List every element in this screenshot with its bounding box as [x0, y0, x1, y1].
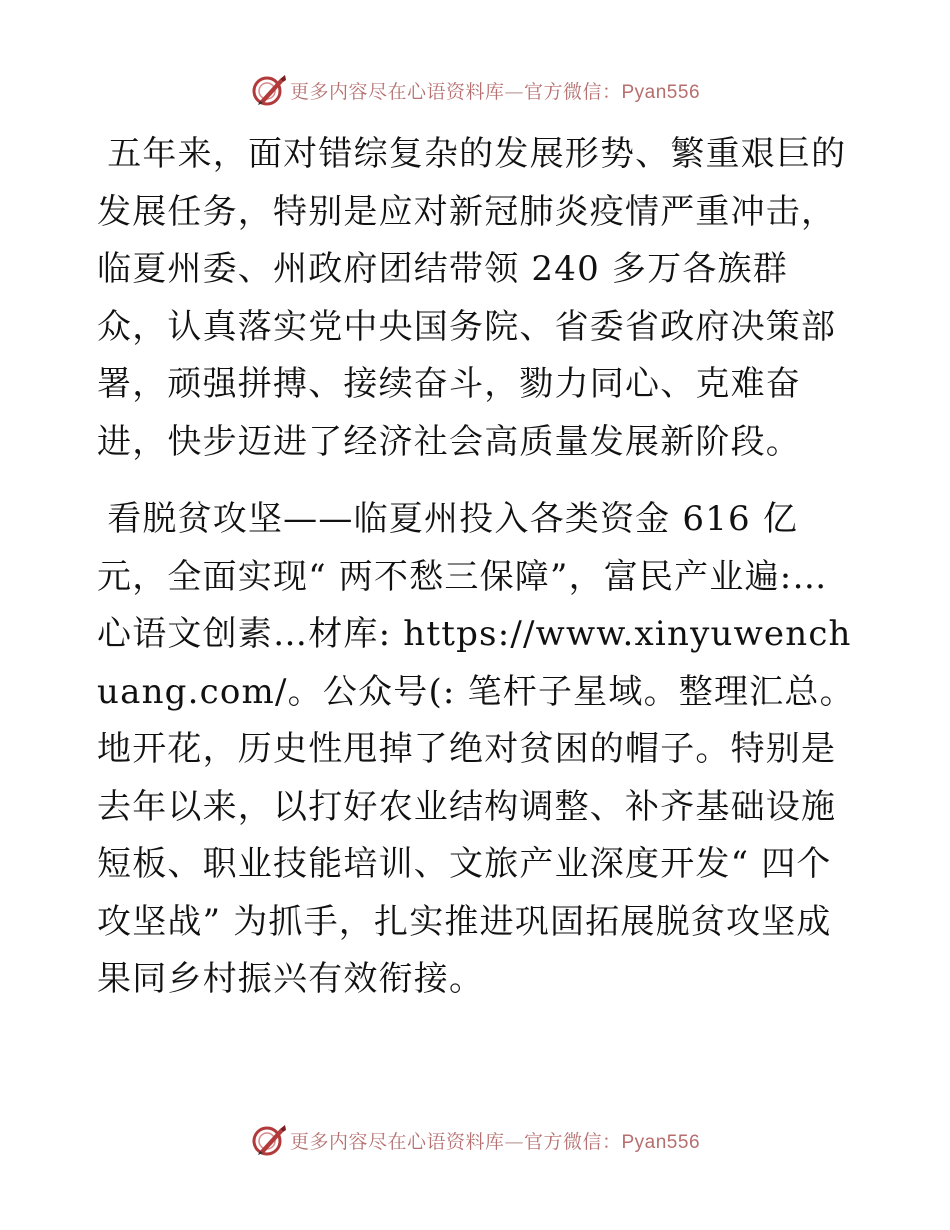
- header-banner: [0, 70, 950, 110]
- footer-wechat-label: 官方微信：: [523, 1130, 622, 1153]
- document-body: [97, 126, 857, 1009]
- quill-pen-logo-icon: [250, 1123, 288, 1157]
- header-promo-line: [290, 77, 700, 104]
- footer-promo-line: [290, 1127, 700, 1154]
- header-wechat-label: 官方微信：: [523, 80, 622, 103]
- quill-pen-logo-icon: [250, 73, 288, 107]
- paragraph-2: 看脱贫攻坚——临夏州投入各类资金 616 亿元，全面实现“ 两不愁三保障”，富民产业遍:…心语文创素…材库: https://www.xinyuwenchuang.com/。公众号(: 笔杆子星域。整理汇总。地开花，历史性甩掉了绝对贫困的帽子。特别是去年以来，以打好农业结构调整、补齐基础设施短板、职业技能培训、文旅产业深度开发“ 四个攻坚战” 为抓手，扎实推进巩固拓展脱贫攻坚成果同乡村振兴有效衔接。: [97, 499, 855, 999]
- footer-banner-inner: [250, 1123, 700, 1157]
- header-wechat-id: Pyan556: [621, 81, 701, 103]
- header-banner-inner: [250, 73, 700, 107]
- footer-promo-text: 更多内容尽在心语资料库: [289, 1130, 505, 1153]
- paragraph-1: 五年来，面对错综复杂的发展形势、繁重艰巨的发展任务，特别是应对新冠肺炎疫情严重冲击，临夏州委、州政府团结带领 240 多万各族群众，认真落实党中央国务院、省委省政府决策部署，顽强拼搏、接续奋斗，勠力同心、克难奋进，快步迈进了经济社会高质量发展新阶段。: [97, 134, 847, 462]
- footer-wechat-id: Pyan556: [621, 1131, 701, 1153]
- footer-banner: [0, 1120, 950, 1160]
- header-separator: —: [504, 80, 524, 103]
- header-promo-text: 更多内容尽在心语资料库: [289, 80, 505, 103]
- footer-separator: —: [504, 1130, 524, 1153]
